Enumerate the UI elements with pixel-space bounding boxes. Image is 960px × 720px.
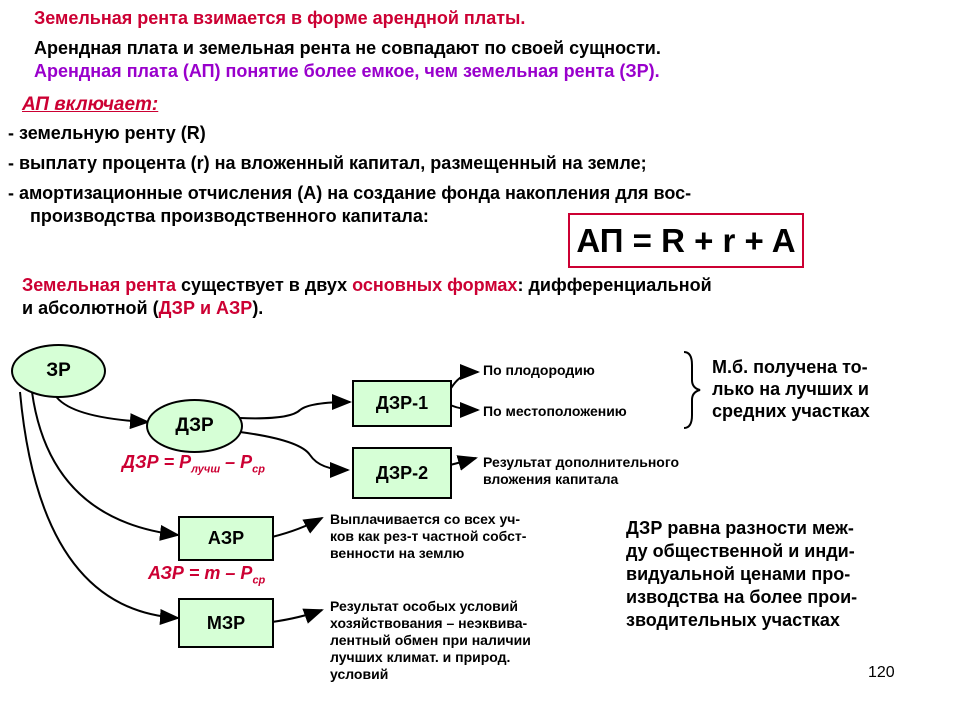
forms-term-main: основных формах [352,275,518,295]
azr-description [330,511,526,562]
best-plots-note-line: средних участках [712,401,870,421]
forms-term-rent: Земельная рента [22,275,176,295]
label-fertility: По плодородию [483,362,595,378]
azr-formula-main: АЗР = m – Р [148,563,253,583]
page-number: 120 [868,664,895,681]
dzr-definition-line: ДЗР равна разности меж- [626,518,854,538]
dzr-formula-main: ДЗР = Р [122,452,192,472]
dzr-definition-line: видуальной ценами про- [626,564,851,584]
node-dzr1: ДЗР-1 [352,380,452,427]
forms-term-dzr-azr: ДЗР и АЗР [158,298,253,318]
mzr-description-line: лентный обмен при наличии [330,632,531,648]
label-location: По местоположению [483,403,627,419]
statement-rent-form: Земельная рента взимается в форме арендной платы. [34,8,526,28]
arrow-zr-dzr [55,395,148,422]
best-plots-note-line: лько на лучших и [712,379,869,399]
mzr-description-line: условий [330,666,389,682]
node-azr: АЗР [178,516,274,561]
ap-item-rent: - земельную ренту (R) [8,123,206,143]
arrow-dzr1-location [450,405,478,410]
azr-description-line: ков как рез-т частной собст- [330,528,527,544]
dzr-definition-line: ду общественной и инди- [626,541,855,561]
node-dzr: ДЗР [146,399,243,453]
node-zr: ЗР [11,344,106,398]
forms-text-end: ). [252,298,264,318]
mzr-description-line: лучших климат. и природ. [330,649,511,665]
statement-not-same: Арендная плата и земельная рента не совпадают по своей сущности. [34,38,661,58]
dzr-formula-mid: – Р [220,452,253,472]
ap-includes-title: АП включает: [22,94,159,115]
extra-capital-note [483,454,679,488]
best-plots-note [712,356,870,422]
azr-formula-sub-avg: ср [252,574,266,587]
dzr-formula [122,452,265,476]
extra-capital-line: Результат дополнительного [483,454,680,470]
arrow-dzr-dzr1 [240,402,350,418]
extra-capital-line: вложения капитала [483,471,619,487]
mzr-description [330,598,531,683]
dzr-definition [626,517,857,632]
azr-formula [148,563,265,587]
arrow-azr-desc [272,518,322,537]
arrow-dzr1-fertility [450,372,478,390]
dzr-formula-sub-best: лучш [191,463,221,476]
mzr-description-line: Результат особых условий [330,598,518,614]
arrow-dzr2-capital [450,458,476,465]
azr-description-line: венности на землю [330,545,465,561]
forms-text-diff: : дифференциальной [517,275,712,295]
ap-formula: АП = R + r + A [568,213,804,268]
best-plots-note-line: М.б. получена то- [712,357,868,377]
node-dzr2: ДЗР-2 [352,447,452,499]
brace [684,352,700,428]
dzr-definition-line: изводства на более прои- [626,587,858,607]
dzr-formula-sub-avg: ср [252,463,265,476]
azr-description-line: Выплачивается со всех уч- [330,511,521,527]
ap-item-interest: - выплату процента (r) на вложенный капитал, размещенный на земле; [8,153,647,173]
ap-item-amortization: - амортизационные отчисления (А) на создание фонда накопления для вос- [8,183,692,203]
ap-item-amortization-cont: производства производственного капитала: [30,206,429,226]
statement-ap-broader: Арендная плата (АП) понятие более емкое, чем земельная рента (ЗР). [34,61,660,81]
forms-text: существует в двух [175,275,353,295]
forms-text-abs: и абсолютной ( [22,298,159,318]
mzr-description-line: хозяйствования – неэквива- [330,615,528,631]
dzr-definition-line: зводительных участках [626,610,840,630]
arrow-mzr-desc [272,610,322,622]
node-mzr: МЗР [178,598,274,648]
